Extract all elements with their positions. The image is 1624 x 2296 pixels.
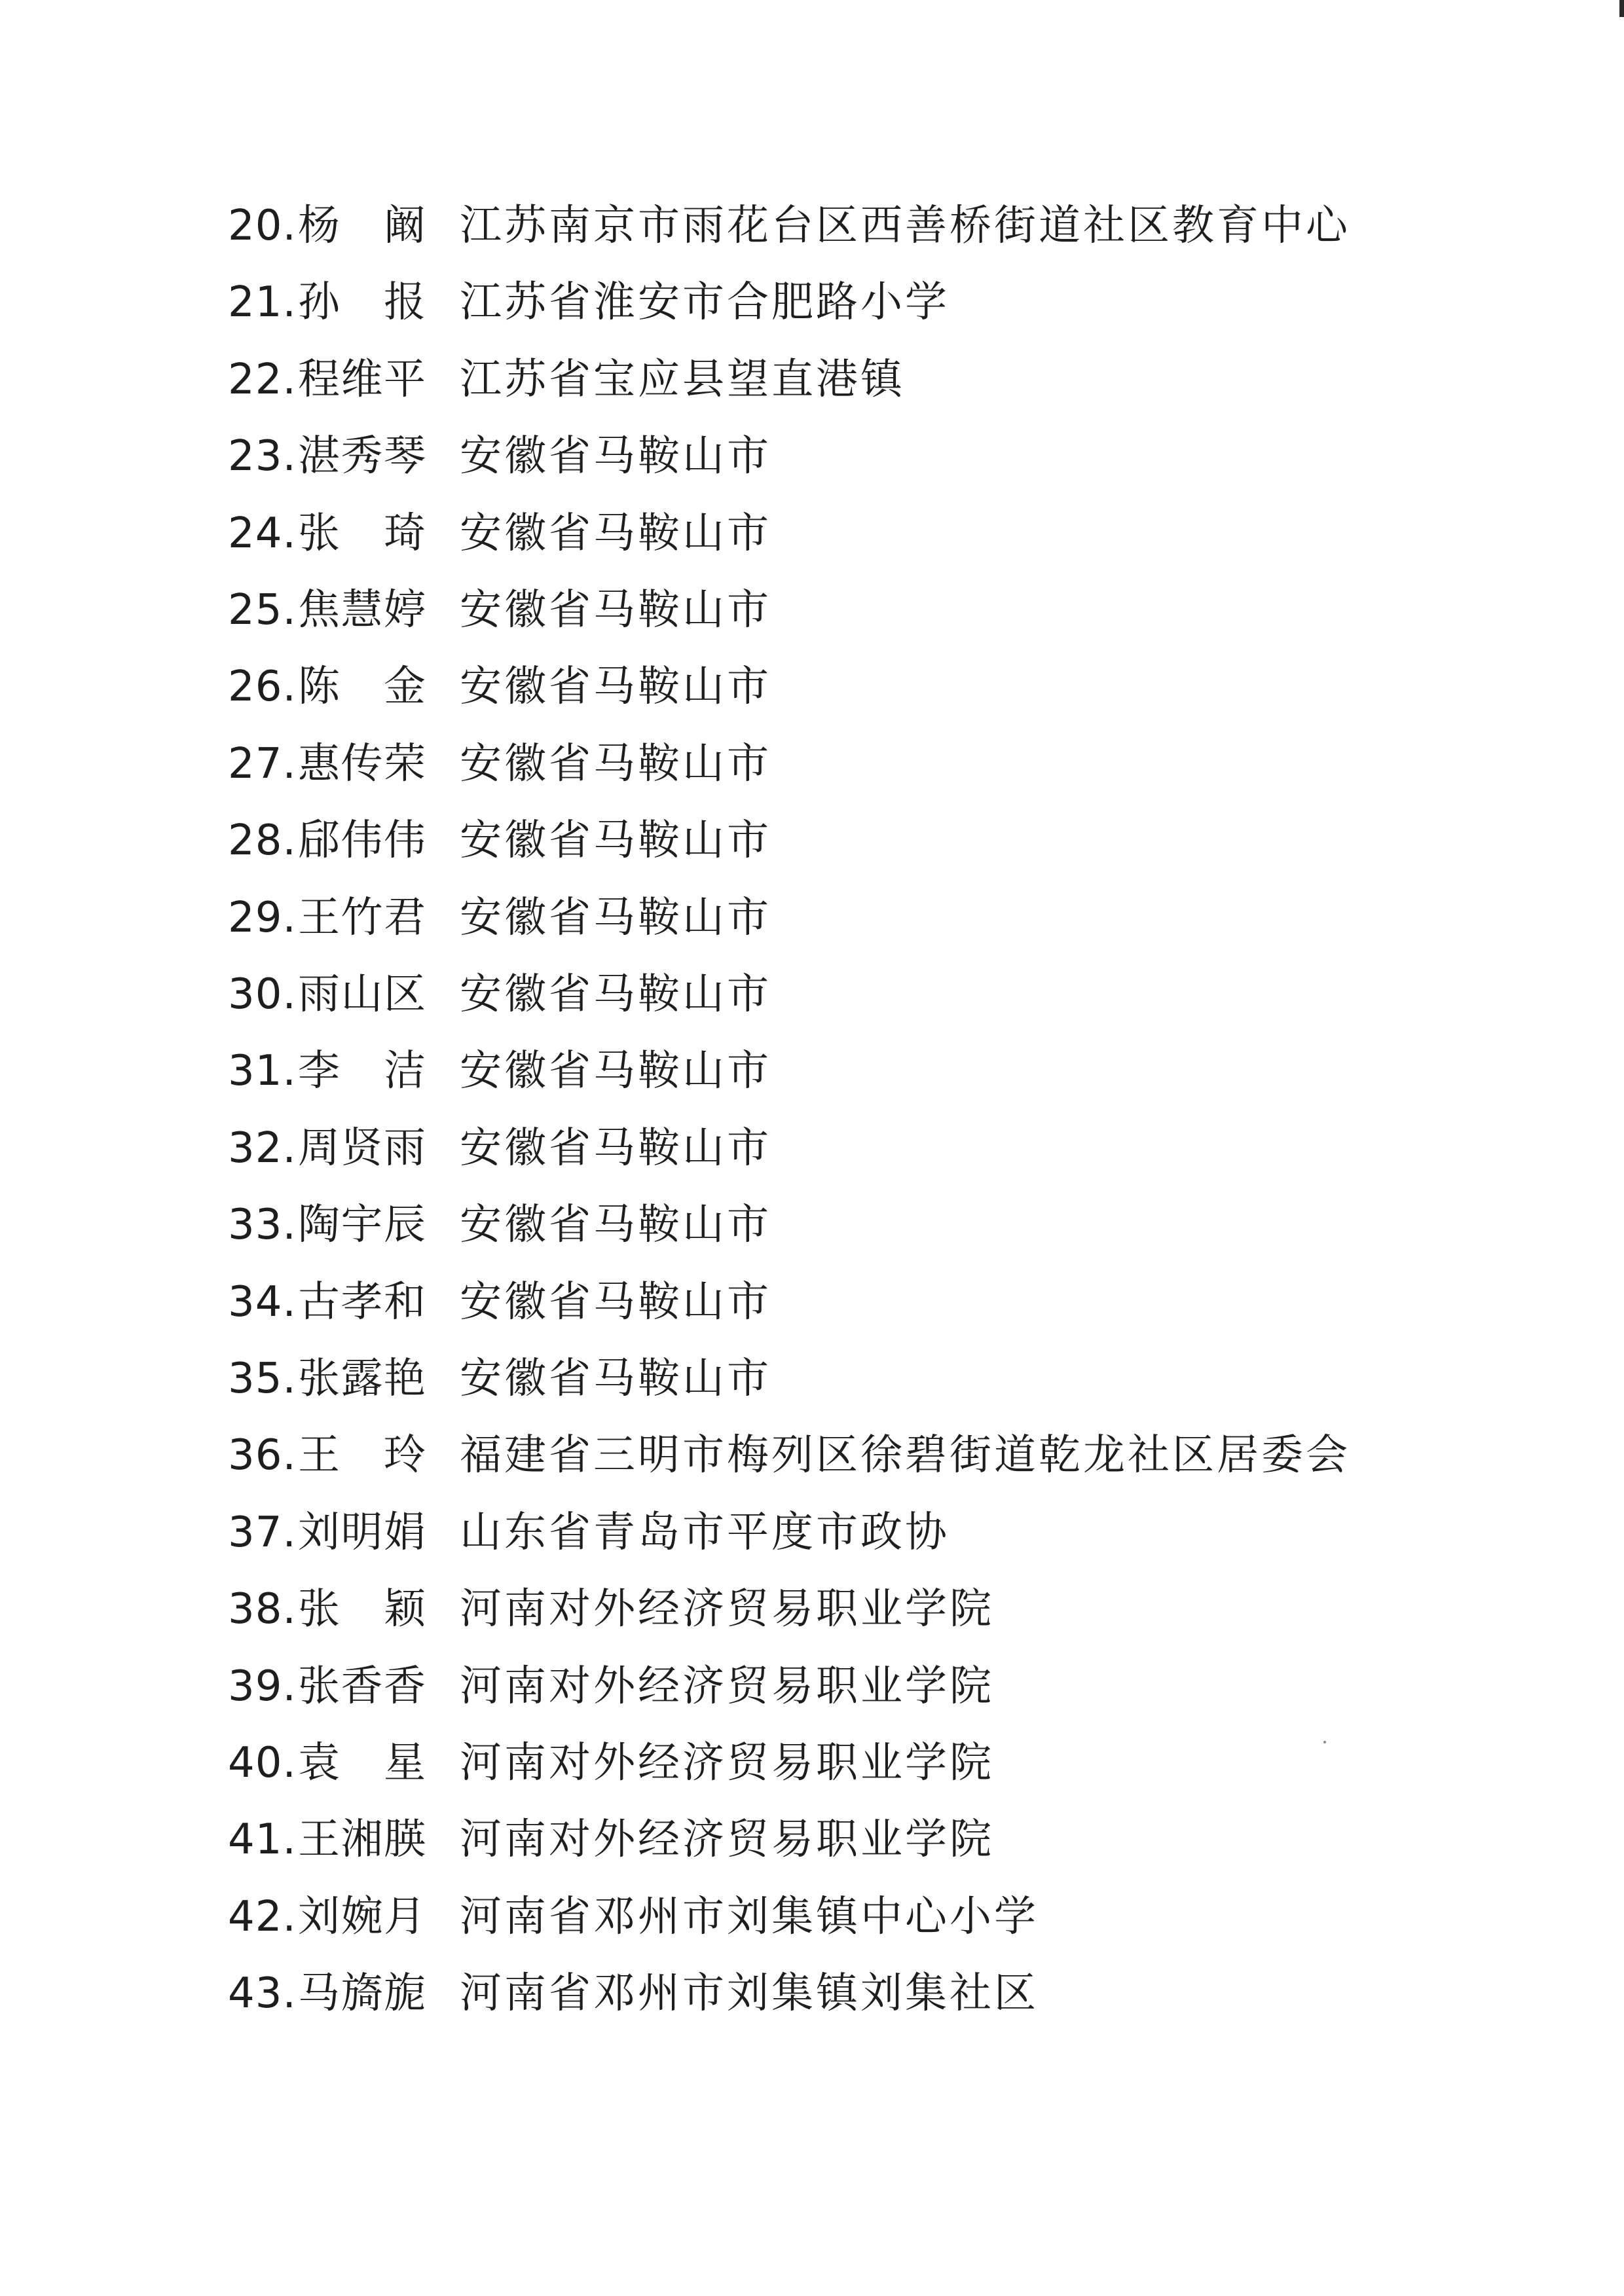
person-name: 刘 明 娟 <box>298 1508 426 1557</box>
person-name: 陈 金 <box>298 663 426 711</box>
list-item <box>0 1580 1624 1639</box>
person-name: 孙 报 <box>298 278 426 327</box>
person-name: 雨 山 区 <box>298 970 426 1019</box>
organization: 安徽省马鞍山市 <box>460 970 771 1019</box>
person-name: 郈 伟 伟 <box>298 816 426 865</box>
entry-number: 30. <box>228 970 297 1019</box>
person-name: 杨 阚 <box>298 202 426 250</box>
list-item <box>0 350 1624 409</box>
organization: 安徽省马鞍山市 <box>460 663 771 711</box>
person-name: 张 露 艳 <box>298 1355 426 1403</box>
organization: 安徽省马鞍山市 <box>460 894 771 942</box>
list-item <box>0 1349 1624 1408</box>
organization: 安徽省马鞍山市 <box>460 1355 771 1403</box>
person-name: 王 湘 朠 <box>298 1815 426 1864</box>
entry-number: 31. <box>228 1047 297 1095</box>
organization: 安徽省马鞍山市 <box>460 816 771 865</box>
organization: 河南对外经济贸易职业学院 <box>460 1662 994 1711</box>
list-item <box>0 427 1624 486</box>
organization: 安徽省马鞍山市 <box>460 432 771 481</box>
person-name: 刘 婉 月 <box>298 1893 426 1941</box>
person-name: 周 贤 雨 <box>298 1124 426 1173</box>
organization: 安徽省马鞍山市 <box>460 740 771 788</box>
list-item <box>0 1887 1624 1946</box>
entry-number: 27. <box>228 740 297 788</box>
organization: 福建省三明市梅列区徐碧街道乾龙社区居委会 <box>460 1431 1350 1480</box>
person-name: 王 玲 <box>298 1431 426 1480</box>
organization: 河南对外经济贸易职业学院 <box>460 1739 994 1787</box>
entry-number: 40. <box>228 1739 297 1787</box>
organization: 安徽省马鞍山市 <box>460 1278 771 1326</box>
list-item <box>0 1503 1624 1562</box>
entry-number: 43. <box>228 1969 297 2018</box>
entry-number: 41. <box>228 1815 297 1864</box>
entry-number: 22. <box>228 355 297 404</box>
entry-number: 24. <box>228 509 297 558</box>
organization: 安徽省马鞍山市 <box>460 586 771 634</box>
person-name: 陶 宇 辰 <box>298 1201 426 1249</box>
list-item <box>0 965 1624 1024</box>
organization: 江苏省宝应县望直港镇 <box>460 355 905 404</box>
entry-number: 42. <box>228 1893 297 1941</box>
list-item <box>0 657 1624 716</box>
entry-number: 25. <box>228 586 297 634</box>
entry-number: 35. <box>228 1355 297 1403</box>
entry-number: 26. <box>228 663 297 711</box>
person-name: 焦 慧 婷 <box>298 586 426 634</box>
list-item <box>0 888 1624 947</box>
person-name: 古 孝 和 <box>298 1278 426 1326</box>
entry-number: 39. <box>228 1662 297 1711</box>
organization: 安徽省马鞍山市 <box>460 1124 771 1173</box>
entry-number: 32. <box>228 1124 297 1173</box>
person-name: 王 竹 君 <box>298 894 426 942</box>
organization: 安徽省马鞍山市 <box>460 509 771 558</box>
organization: 江苏南京市雨花台区西善桥街道社区教育中心 <box>460 202 1350 250</box>
person-name: 张 颖 <box>298 1585 426 1633</box>
entry-number: 23. <box>228 432 297 481</box>
entry-number: 34. <box>228 1278 297 1326</box>
entry-number: 37. <box>228 1508 297 1557</box>
person-name: 袁 星 <box>298 1739 426 1787</box>
organization: 安徽省马鞍山市 <box>460 1201 771 1249</box>
entry-number: 36. <box>228 1431 297 1480</box>
entry-number: 28. <box>228 816 297 865</box>
list-item <box>0 1734 1624 1793</box>
person-name: 张 香 香 <box>298 1662 426 1711</box>
person-name: 李 洁 <box>298 1047 426 1095</box>
list-item <box>0 1810 1624 1869</box>
person-name: 湛 秀 琴 <box>298 432 426 481</box>
organization: 河南对外经济贸易职业学院 <box>460 1815 994 1864</box>
list-item <box>0 1426 1624 1485</box>
list-item <box>0 196 1624 255</box>
list-item <box>0 1119 1624 1178</box>
entry-number: 38. <box>228 1585 297 1633</box>
organization: 河南省邓州市刘集镇中心小学 <box>460 1893 1039 1941</box>
entry-number: 21. <box>228 278 297 327</box>
list-item <box>0 1042 1624 1101</box>
entry-number: 29. <box>228 894 297 942</box>
person-name: 张 琦 <box>298 509 426 558</box>
list-item <box>0 1195 1624 1254</box>
list-item <box>0 504 1624 563</box>
list-item <box>0 273 1624 332</box>
entry-number: 20. <box>228 202 297 250</box>
organization: 江苏省淮安市合肥路小学 <box>460 278 950 327</box>
list-item <box>0 581 1624 640</box>
person-name: 马 旖 旎 <box>298 1969 426 2018</box>
entry-number: 33. <box>228 1201 297 1249</box>
list-item <box>0 1273 1624 1332</box>
organization: 河南对外经济贸易职业学院 <box>460 1585 994 1633</box>
list-item <box>0 811 1624 870</box>
list-item <box>0 1657 1624 1716</box>
person-name: 程 维 平 <box>298 355 426 404</box>
organization: 安徽省马鞍山市 <box>460 1047 771 1095</box>
person-name: 惠 传 荣 <box>298 740 426 788</box>
list-item <box>0 1964 1624 2023</box>
list-item <box>0 735 1624 793</box>
organization: 山东省青岛市平度市政协 <box>460 1508 950 1557</box>
organization: 河南省邓州市刘集镇刘集社区 <box>460 1969 1039 2018</box>
